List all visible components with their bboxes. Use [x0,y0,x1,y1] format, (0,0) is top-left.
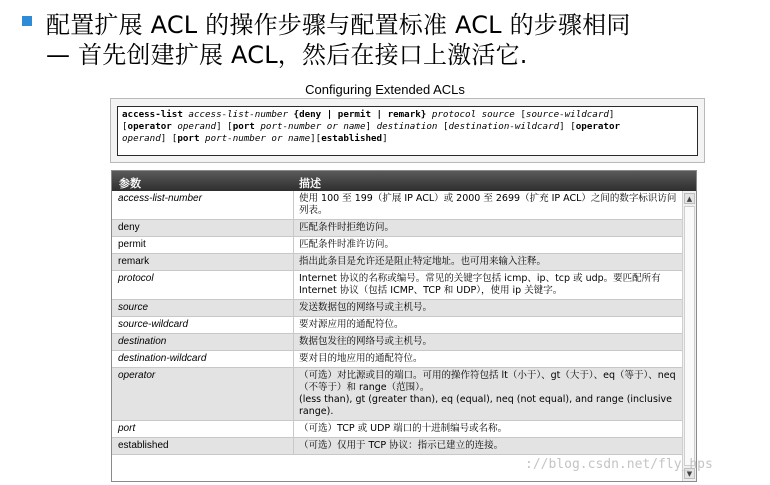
param-cell: source-wildcard [112,317,294,333]
scroll-thumb[interactable] [684,206,695,466]
syntax-frame [110,98,705,163]
table-header [112,171,696,191]
bullet-square-icon [22,16,32,26]
param-cell: protocol [112,271,294,299]
desc-text: 数据包发往的网络号或主机号。 [299,336,433,347]
header-param: 参数 [119,177,141,190]
table-body [112,191,682,455]
desc-cell [294,254,682,270]
desc-text: （可选）TCP 或 UDP 端口的十进制编号或名称。 [299,423,508,434]
table-row [112,300,682,317]
desc-text: 匹配条件时准许访问。 [299,239,395,250]
figure-caption: Configuring Extended ACLs [305,82,465,97]
table-row [112,351,682,368]
desc-cell [294,351,682,367]
desc-text: 指出此条目是允许还是阻止特定地址。也可用来输入注释。 [299,256,547,267]
desc-cell [294,220,682,236]
table-row [112,220,682,237]
table-scrollbar[interactable] [682,191,696,481]
desc-text: 使用 100 至 199（扩展 IP ACL）或 2000 至 2699（扩充 IP ACL）之间的数字标识访问列表。 [299,193,677,216]
heading-block [22,10,762,70]
param-cell: deny [112,220,294,236]
syntax-box [117,106,698,156]
desc-cell [294,237,682,253]
desc-text: （可选）对比源或目的端口。可用的操作符包括 lt（小于）、gt（大于）、eq（等于）、neq（不等于）和 range（范围）。 [299,370,676,393]
table-row [112,421,682,438]
desc-text: 发送数据包的网络号或主机号。 [299,302,433,313]
table-row [112,271,682,300]
desc-extra-text: (less than), gt (greater than), eq (equal), neq (not equal), and range (inclusive range). [299,394,672,417]
scroll-down-arrow-icon[interactable]: ▼ [684,468,695,479]
desc-text: 匹配条件时拒绝访问。 [299,222,395,233]
parameter-table [111,170,697,482]
heading-line-1: 配置扩展 ACL 的操作步骤与配置标准 ACL 的步骤相同 [46,11,631,39]
param-cell: established [112,438,294,454]
desc-text: 要对目的地应用的通配符位。 [299,353,423,364]
table-row [112,254,682,271]
table-row [112,191,682,220]
scroll-up-arrow-icon[interactable]: ▲ [684,193,695,204]
table-row [112,438,682,455]
param-cell: access-list-number [112,191,294,219]
desc-cell [294,191,682,219]
header-desc: 描述 [299,177,321,190]
syntax-line-1: access-list access-list-number {deny | permit | remark} protocol source [source-wildcard] [122,109,615,120]
watermark-text: ://blog.csdn.net/fly_hps [525,457,713,472]
desc-cell [294,334,682,350]
table-row [112,334,682,351]
syntax-line-2: [operator operand] [port port-number or name] destination [destination-wildcard] [operator [122,121,621,132]
param-cell: operator [112,368,294,420]
desc-cell [294,300,682,316]
syntax-line-3: operand] [port port-number or name][established] [122,133,388,144]
param-cell: source [112,300,294,316]
param-cell: permit [112,237,294,253]
desc-text: 要对源应用的通配符位。 [299,319,404,330]
desc-text: Internet 协议的名称或编号。常见的关键字包括 icmp、ip、tcp 或 udp。要匹配所有 Internet 协议（包括 ICMP、TCP 和 UDP），使用 ip 关键字。 [299,273,661,296]
param-cell: remark [112,254,294,270]
heading-line-2: — 首先创建扩展 ACL，然后在接口上激活它. [46,41,528,69]
param-cell: port [112,421,294,437]
desc-cell [294,421,682,437]
param-cell: destination [112,334,294,350]
desc-cell [294,368,682,420]
param-cell: destination-wildcard [112,351,294,367]
table-row [112,237,682,254]
desc-cell [294,271,682,299]
table-row [112,317,682,334]
desc-text: （可选）仅用于 TCP 协议：指示已建立的连接。 [299,440,504,451]
desc-cell [294,438,682,454]
page-heading [46,10,762,70]
table-row [112,368,682,421]
desc-cell [294,317,682,333]
